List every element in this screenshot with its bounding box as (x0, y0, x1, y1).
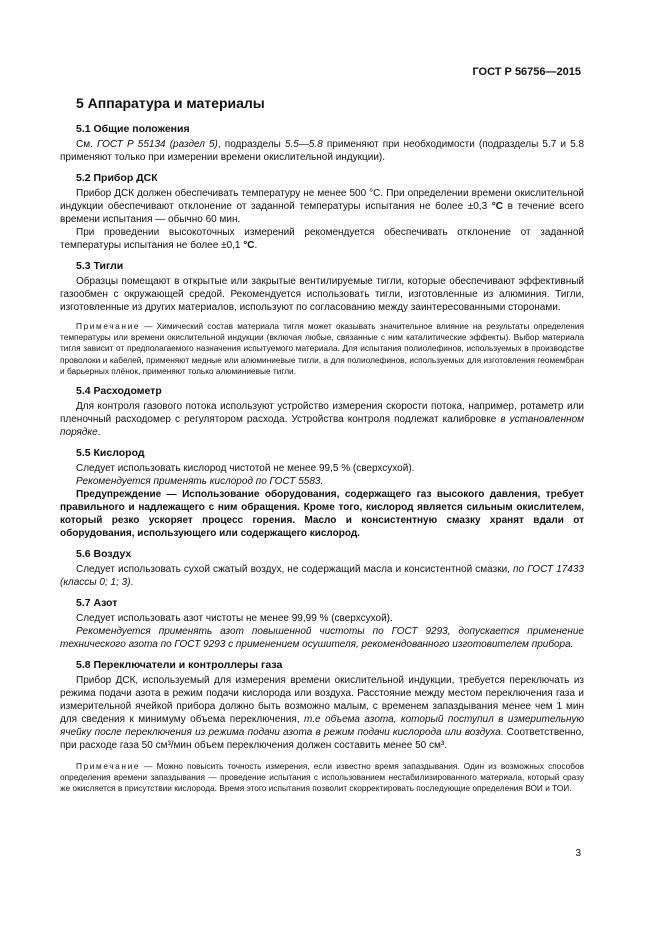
note-crucible-material (60, 321, 584, 377)
subsection-5-7-title: 5.7 Азот (76, 597, 118, 610)
text-run: . Соответственно, при расходе газа 50 см³/мин объем переключения должен составить менее 50 см³. (60, 727, 585, 752)
subsection-5-8-text (60, 674, 584, 752)
text-run: . (254, 240, 258, 251)
subsection-5-7-text-2: Рекомендуется применять азот повышенной чистоты по ГОСТ 9293, допускается применение технического азота по ГОСТ 9293 с применением осушителя, рекомендованного изготовителем прибора. (60, 626, 584, 651)
standard-number: ГОСТ Р 56756—2015 (472, 66, 581, 78)
text-run: в течение всего времени испытания — обычно 60 мин. (60, 201, 584, 225)
subsection-5-1-title: 5.1 Общие положения (76, 123, 190, 135)
note-text: — Можно повысить точность измерения, если известно время запаздывания. Один из возможных способов определения времени запаздывания — проведение испытания с использованием нестабилизированного материала, который сразу же окисляется в присутствии кислорода. Время этого испытания позволит скорректировать последующие определения ВОИ и ТОИ. (60, 761, 584, 794)
subsection-5-2-text-2 (60, 226, 584, 252)
subsection-5-4-title: 5.4 Расходометр (76, 385, 162, 398)
gost-reference: ГОСТ Р 55134 (раздел 5) (97, 139, 218, 150)
text-run: См. (76, 139, 97, 150)
oxygen-warning: Предупреждение — Использование оборудования, содержащего газ высокого давления, требует правильного и надлежащего с ним обращения. Кроме того, кислород является сильным окислителем, который резко ускоряет процесс горения. Масло и консистентную смазку хранят вдали от оборудования, использующего или содержащего кислород. (60, 489, 584, 540)
page-number: 3 (575, 848, 581, 859)
text-run: Прибор ДСК, используемый для измерения времени окислительной индукции, требуется переключать из режима подачи азота в режим подачи кислорода или воздуха. Расстояние между местом переключения газа и измерительной ячейкой прибора должно быть возможно малым, с временем запаздывания менее чем 1 мин для сведения к минимуму объема переключения, (60, 675, 584, 726)
subsection-5-2-text-1 (60, 187, 584, 226)
note-label: Примечание (76, 761, 141, 772)
subsection-5-5-title: 5.5 Кислород (76, 447, 145, 460)
text-run: применяют при необходимости (подразделы 5.7 и 5.8 применяют только при измерении времени окислительной индукции). (60, 139, 585, 163)
text-run: . (130, 577, 134, 589)
text-run: . (97, 427, 101, 439)
calibration-phrase: в установленном порядке (60, 414, 585, 439)
subsection-5-7-text-1: Следует использовать азот чистоты не менее 99,99 % (сверхсухой). (76, 613, 393, 625)
subsection-5-8-title: 5.8 Переключатели и контроллеры газа (76, 659, 283, 672)
document-body (60, 95, 584, 798)
subsection-range: 5.5—5.8 (284, 139, 323, 150)
subsection-5-6-title: 5.6 Воздух (76, 548, 132, 561)
note-delay-time (60, 761, 584, 795)
gost-reference: по ГОСТ 17433 (классы 0; 1; 3) (60, 564, 584, 589)
subsection-5-5-text-2: Рекомендуется применять кислород по ГОСТ 5583. (76, 476, 324, 488)
switch-volume-definition: т.е объема азота, который поступил в измерительную ячейку после переключения из режима подачи азота в режим подачи кислорода или воздуха (60, 714, 584, 739)
text-run: Для контроля газового потока используют устройство измерения скорости потока, например, ротаметр или пленочный расходомер с регулятором расхода. Устройства контроля подлежат калибровке (60, 401, 584, 426)
text-run: При проведении высокоточных измерений рекомендуется обеспечивать отклонение от заданной температуры испытания не более ±0,1 (60, 227, 584, 251)
note-text: — Химический состав материала тигля может оказывать значительное влияние на результаты определения температуры или времени окислительной индукции (включая любые, связанные с ним каталитические эффекты). Выбор материала тигля зависит от предполагаемого назначения испытуемого материала. Для испытания полиолефинов, используемых в производстве проволоки и кабелей, применяют медные или алюминиевые тигли, а для полиолефинов, используемых для изготовления геомембран и барьерных плёнок, применяют только алюминиевые тигли. (60, 321, 584, 376)
subsection-5-3-title: 5.3 Тигли (76, 260, 124, 272)
subsection-5-3-text: Образцы помещают в открытые или закрытые вентилируемые тигли, которые обеспечивают эффективный газообмен с окружающей средой. Рекомендуется использовать тигли, изготовленные из алюминия. Тигли, изготовленные из других материалов, используют по согласованию между заинтересованными сторонами. (60, 276, 584, 313)
section-5-title: 5 Аппаратура и материалы (76, 95, 265, 111)
unit-celsius: °С (491, 201, 503, 212)
text-run: Следует использовать сухой сжатый воздух, не содержащий масла и консистентной смазки, (76, 564, 514, 576)
subsection-5-1-text (60, 138, 584, 164)
subsection-5-5-text-1: Следует использовать кислород чистотой не менее 99,5 % (сверхсухой). (76, 463, 415, 475)
text-run: Прибор ДСК должен обеспечивать температуру не менее 500 °С. При определении времени окислительной индукции обеспечивают отклонение от заданной температуры испытания не более ±0,3 (60, 188, 584, 212)
text-run: , подразделы (217, 139, 285, 150)
note-label: Примечание (76, 321, 141, 331)
subsection-5-4-text (60, 400, 584, 439)
subsection-5-6-text (60, 563, 584, 589)
unit-celsius: °С (243, 240, 255, 251)
subsection-5-2-title: 5.2 Прибор ДСК (76, 172, 158, 184)
